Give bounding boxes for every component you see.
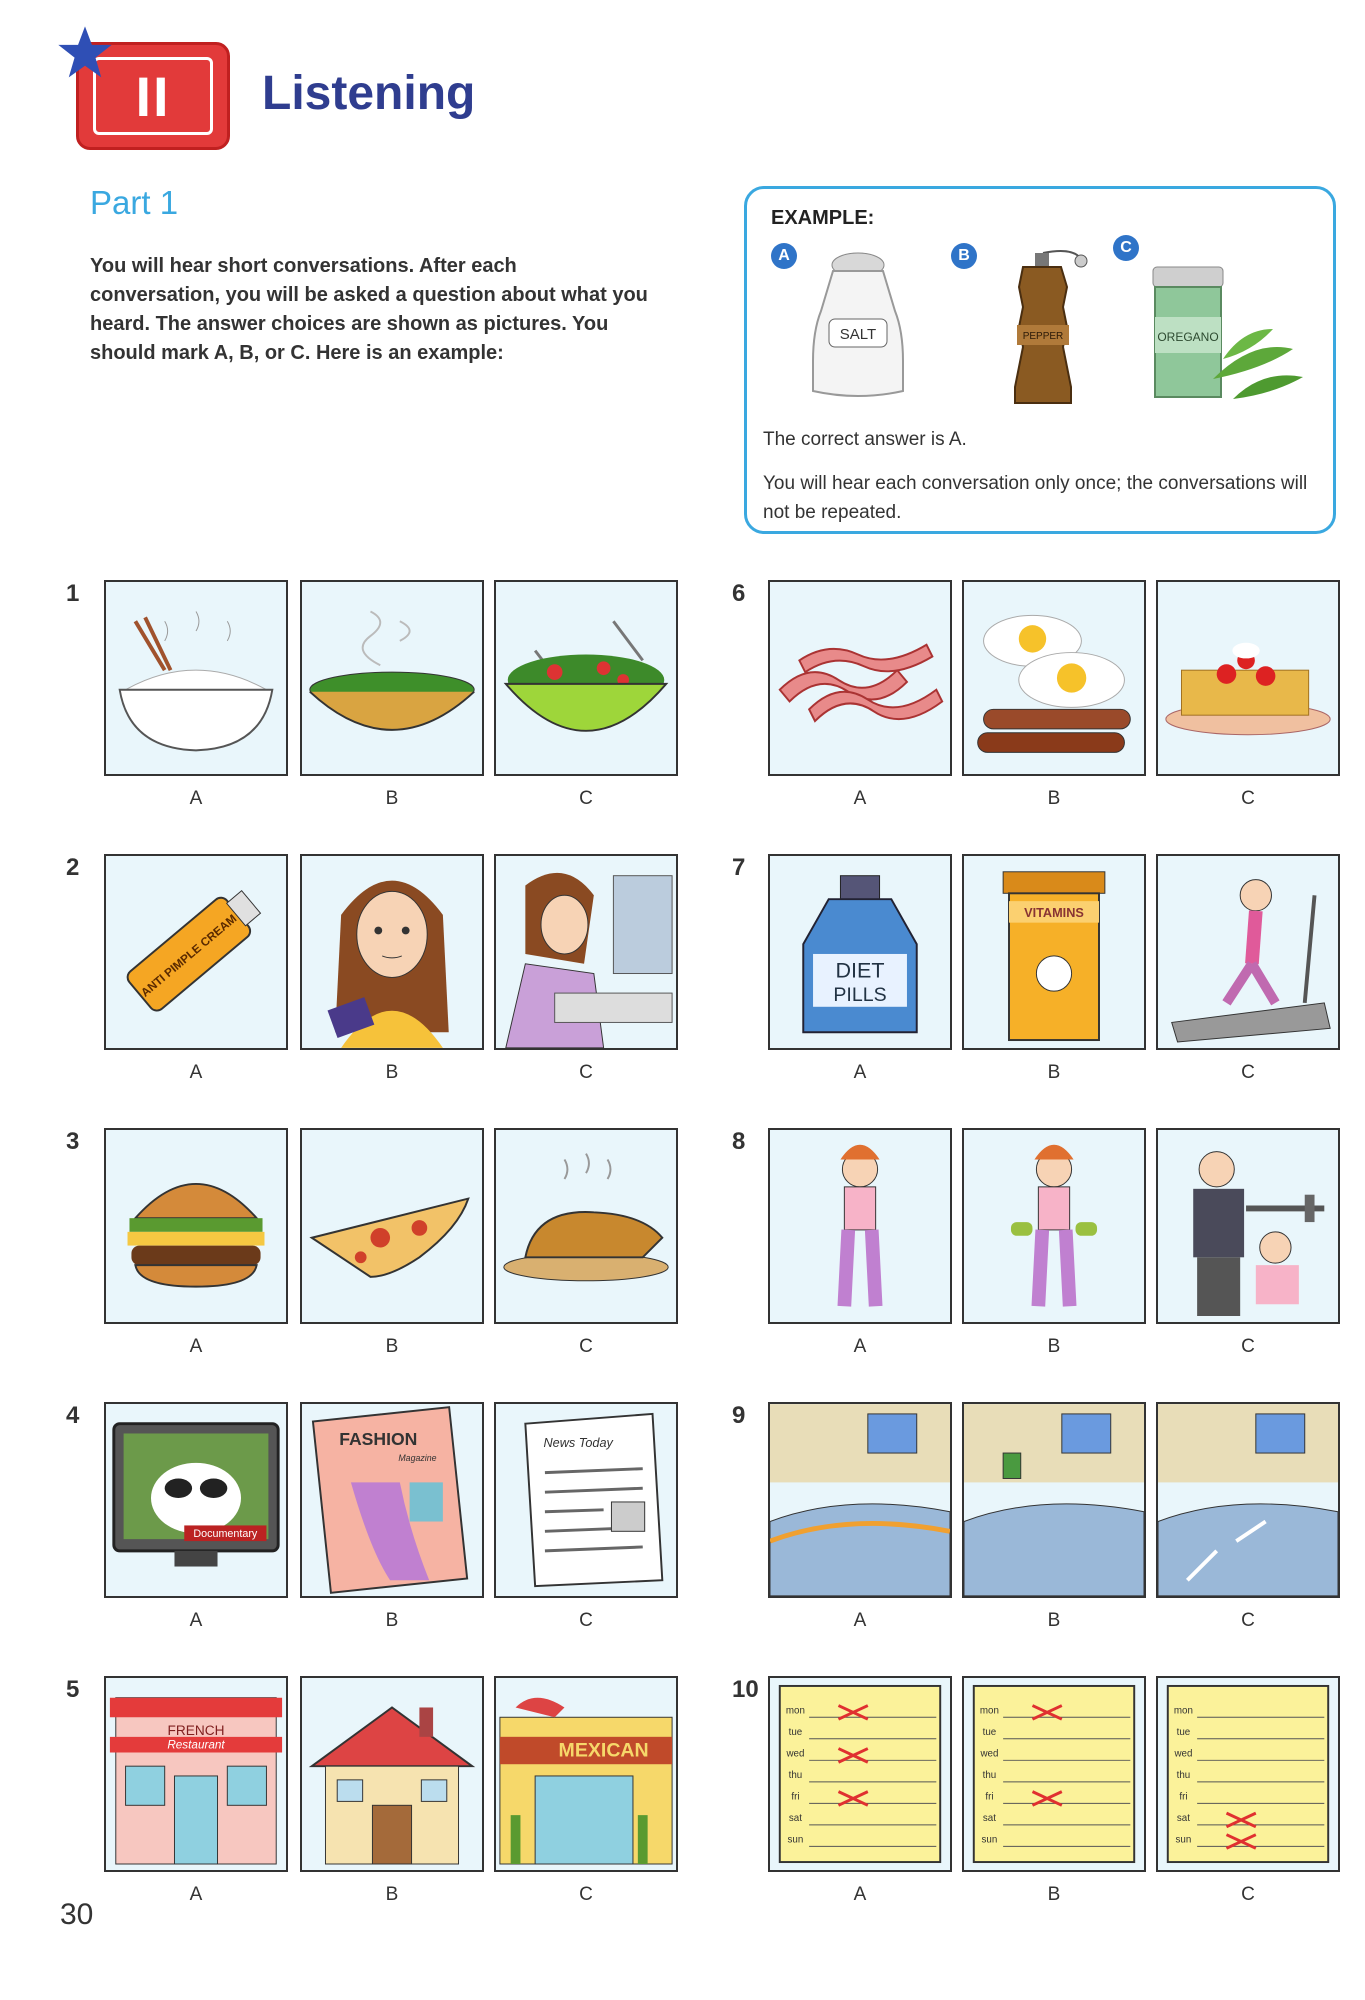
vitamins-image	[964, 856, 1144, 1048]
option-letter: B	[1047, 1884, 1061, 1905]
eggs-and-sausages-image	[964, 582, 1144, 774]
tv-documentary-image	[106, 1404, 286, 1596]
question-number: 2	[66, 854, 80, 881]
svg-text:fri: fri	[1179, 1791, 1188, 1803]
svg-text:PILLS: PILLS	[833, 983, 887, 1006]
option-b-badge: B	[951, 243, 977, 269]
svg-text:FASHION: FASHION	[339, 1429, 418, 1450]
question-number: 5	[66, 1676, 80, 1703]
option-letter: B	[1047, 1610, 1061, 1631]
option-letter: A	[853, 1610, 867, 1631]
question-number: 1	[66, 580, 80, 607]
answer-picture-newspaper[interactable]	[494, 1402, 678, 1598]
hamburger-image	[106, 1130, 286, 1322]
question-number: 6	[732, 580, 746, 607]
salt-label: SALT	[839, 326, 877, 343]
answer-picture-woman-standing[interactable]	[768, 1128, 952, 1324]
option-letter: A	[853, 1062, 867, 1083]
french-restaurant-image	[106, 1678, 286, 1870]
answer-picture-diet-pills[interactable]	[768, 854, 952, 1050]
svg-text:sat: sat	[982, 1812, 996, 1824]
example-box	[744, 186, 1336, 534]
waffles-image	[1158, 582, 1338, 774]
svg-text:thu: thu	[1176, 1769, 1191, 1781]
option-c-badge: C	[1113, 235, 1139, 261]
svg-text:wed: wed	[980, 1748, 999, 1760]
svg-text:mon: mon	[785, 1705, 805, 1717]
option-letter: B	[1047, 1336, 1061, 1357]
diet-pills-image	[770, 856, 950, 1048]
option-letter: B	[385, 1884, 399, 1905]
answer-picture-waffles[interactable]	[1156, 580, 1340, 776]
answer-picture-calendar-c[interactable]	[1156, 1676, 1340, 1872]
answer-picture-roast-chicken[interactable]	[494, 1128, 678, 1324]
section-numeral: II	[93, 57, 213, 135]
answer-picture-calendar-b[interactable]	[962, 1676, 1146, 1872]
answer-picture-pizza-slice[interactable]	[300, 1128, 484, 1324]
star-icon	[56, 24, 114, 82]
woman-on-treadmill-image	[1158, 856, 1338, 1048]
example-answer: The correct answer is A.	[763, 429, 967, 450]
instructions: You will hear short conversations. After each conversation, you will be asked a question about what you heard. The answer choices are shown as pictures. You should mark A, B, or C. Here is an example:	[90, 255, 648, 364]
woman-with-dumbbells-image	[964, 1130, 1144, 1322]
svg-text:sat: sat	[1176, 1812, 1190, 1824]
option-letter: B	[1047, 788, 1061, 809]
option-letter: C	[579, 1884, 593, 1905]
mexican-restaurant-image	[496, 1678, 676, 1870]
answer-picture-bacon[interactable]	[768, 580, 952, 776]
girl-washing-face-image	[496, 856, 676, 1048]
house-image	[302, 1678, 482, 1870]
roast-chicken-image	[496, 1130, 676, 1322]
bacon-image	[770, 582, 950, 774]
answer-picture-street-with-trash-cans[interactable]	[962, 1402, 1146, 1598]
oregano-label: OREGANO	[1157, 330, 1219, 344]
anti-pimple-cream-image	[106, 856, 286, 1048]
answer-picture-fashion-magazine[interactable]	[300, 1402, 484, 1598]
svg-text:FRENCH: FRENCH	[167, 1722, 225, 1738]
question-number: 3	[66, 1128, 80, 1155]
oregano-jar-image	[1143, 259, 1313, 409]
answer-picture-street-with-bike-lane[interactable]	[768, 1402, 952, 1598]
answer-picture-bowl-of-salad[interactable]	[494, 580, 678, 776]
plain-street-image	[1158, 1404, 1338, 1596]
pepper-label: PEPPER	[1022, 331, 1064, 342]
answer-picture-woman-on-treadmill[interactable]	[1156, 854, 1340, 1050]
svg-text:thu: thu	[982, 1769, 997, 1781]
answer-picture-girl-eating-chocolate[interactable]	[300, 854, 484, 1050]
pepper-mill-image	[993, 247, 1103, 407]
svg-text:Magazine: Magazine	[398, 1452, 437, 1463]
calendar-a-image	[770, 1678, 950, 1870]
option-letter: A	[853, 1884, 867, 1905]
option-letter: A	[189, 1336, 203, 1357]
svg-text:sat: sat	[788, 1812, 802, 1824]
question-number: 10	[732, 1676, 759, 1703]
option-letter: C	[1241, 1062, 1255, 1083]
svg-text:tue: tue	[1176, 1726, 1191, 1738]
svg-text:VITAMINS: VITAMINS	[1024, 904, 1084, 920]
street-with-trash-cans-image	[964, 1404, 1144, 1596]
street-with-bike-lane-image	[770, 1404, 950, 1596]
svg-text:Restaurant: Restaurant	[167, 1738, 225, 1752]
option-letter: A	[189, 1884, 203, 1905]
bowl-of-rice-image	[106, 582, 286, 774]
option-letter: C	[1241, 1884, 1255, 1905]
question-number: 4	[66, 1402, 80, 1429]
option-letter: C	[1241, 1336, 1255, 1357]
svg-text:tue: tue	[982, 1726, 997, 1738]
svg-text:News Today: News Today	[543, 1435, 613, 1451]
pizza-slice-image	[302, 1130, 482, 1322]
option-letter: A	[189, 788, 203, 809]
svg-text:sun: sun	[1175, 1834, 1192, 1846]
answer-picture-french-restaurant[interactable]	[104, 1676, 288, 1872]
option-letter: A	[189, 1610, 203, 1631]
answer-picture-bowl-of-rice[interactable]	[104, 580, 288, 776]
option-letter: C	[579, 1062, 593, 1083]
page-number: 30	[60, 1898, 94, 1931]
option-letter: A	[189, 1062, 203, 1083]
answer-picture-woman-with-dumbbells[interactable]	[962, 1128, 1146, 1324]
option-letter: A	[853, 788, 867, 809]
svg-text:tue: tue	[788, 1726, 803, 1738]
option-letter: B	[385, 1610, 399, 1631]
answer-picture-calendar-a[interactable]	[768, 1676, 952, 1872]
option-letter: C	[579, 1610, 593, 1631]
example-title: EXAMPLE:	[771, 207, 875, 229]
man-training-woman-image	[1158, 1130, 1338, 1322]
question-number: 8	[732, 1128, 746, 1155]
answer-picture-vitamins[interactable]	[962, 854, 1146, 1050]
answer-picture-hamburger[interactable]	[104, 1128, 288, 1324]
svg-text:fri: fri	[791, 1791, 800, 1803]
answer-picture-house[interactable]	[300, 1676, 484, 1872]
girl-eating-chocolate-image	[302, 856, 482, 1048]
svg-text:thu: thu	[788, 1769, 803, 1781]
answer-picture-plain-street[interactable]	[1156, 1402, 1340, 1598]
newspaper-image	[496, 1404, 676, 1596]
option-letter: B	[1047, 1062, 1061, 1083]
svg-text:DIET: DIET	[835, 958, 885, 983]
answer-picture-mexican-restaurant[interactable]	[494, 1676, 678, 1872]
option-letter: C	[1241, 1610, 1255, 1631]
svg-text:mon: mon	[979, 1705, 999, 1717]
answer-picture-girl-washing-face[interactable]	[494, 854, 678, 1050]
svg-text:wed: wed	[786, 1748, 805, 1760]
svg-text:fri: fri	[985, 1791, 994, 1803]
fashion-magazine-image	[302, 1404, 482, 1596]
svg-text:MEXICAN: MEXICAN	[558, 1739, 649, 1762]
svg-text:ANTI PIMPLE CREAM: ANTI PIMPLE CREAM	[138, 912, 240, 1000]
answer-picture-man-training-woman[interactable]	[1156, 1128, 1340, 1324]
answer-picture-bowl-of-soup[interactable]	[300, 580, 484, 776]
option-letter: C	[1241, 788, 1255, 809]
answer-picture-eggs-and-sausages[interactable]	[962, 580, 1146, 776]
section-title: Listening	[262, 67, 476, 120]
option-letter: A	[853, 1336, 867, 1357]
answer-picture-anti-pimple-cream[interactable]	[104, 854, 288, 1050]
answer-picture-tv-documentary[interactable]	[104, 1402, 288, 1598]
calendar-b-image	[964, 1678, 1144, 1870]
svg-text:mon: mon	[1173, 1705, 1193, 1717]
svg-text:sun: sun	[981, 1834, 998, 1846]
question-number: 7	[732, 854, 746, 881]
option-letter: C	[579, 1336, 593, 1357]
svg-text:wed: wed	[1174, 1748, 1193, 1760]
option-a-badge: A	[771, 243, 797, 269]
option-letter: B	[385, 788, 399, 809]
question-number: 9	[732, 1402, 746, 1429]
example-note: You will hear each conversation only once; the conversations will not be repeated.	[763, 473, 1308, 523]
calendar-c-image	[1158, 1678, 1338, 1870]
option-letter: C	[579, 788, 593, 809]
option-letter: B	[385, 1062, 399, 1083]
bowl-of-soup-image	[302, 582, 482, 774]
salt-shaker-image	[803, 251, 913, 401]
woman-standing-image	[770, 1130, 950, 1322]
svg-text:Documentary: Documentary	[193, 1528, 258, 1541]
svg-text:sun: sun	[787, 1834, 804, 1846]
bowl-of-salad-image	[496, 582, 676, 774]
option-letter: B	[385, 1336, 399, 1357]
part-label: Part 1	[90, 184, 179, 221]
